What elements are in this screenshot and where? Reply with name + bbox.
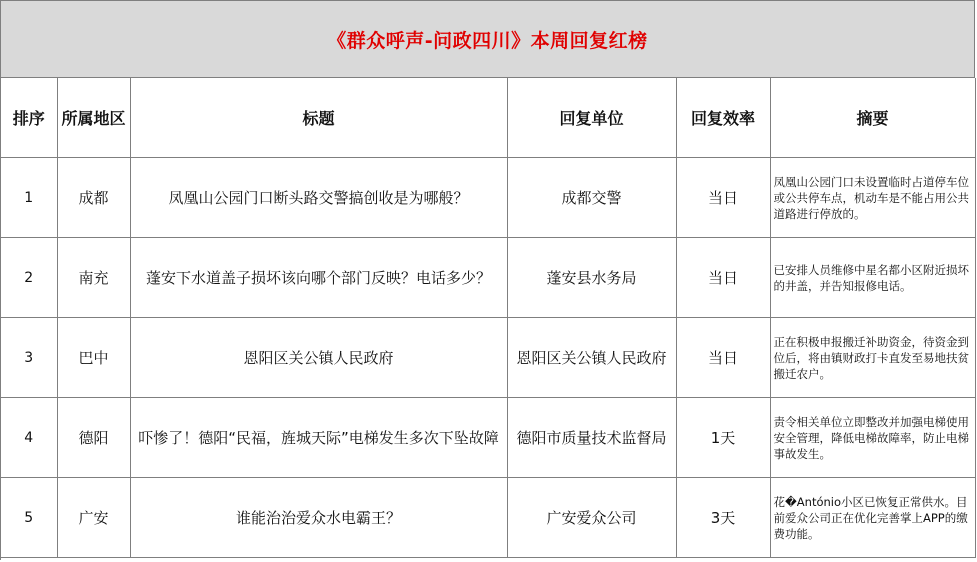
region-cell: 南充 (57, 238, 130, 318)
title-cell: 凤凰山公园门口断头路交警搞创收是为哪般？ (130, 158, 507, 238)
rank-cell: 3 (1, 318, 57, 398)
summary-cell: 已安排人员维修中星名都小区附近损坏的井盖，并告知报修电话。 (770, 238, 975, 318)
title-cell: 恩阳区关公镇人民政府 (130, 318, 507, 398)
header-region: 所属地区 (57, 78, 130, 158)
table-row (1, 318, 975, 398)
efficiency-cell: 当日 (676, 158, 770, 238)
region-cell: 广安 (57, 478, 130, 558)
unit-cell: 广安爱众公司 (507, 478, 676, 558)
summary-cell: 正在积极申报搬迁补助资金，待资金到位后，将由镇财政打卡直发至易地扶贫搬迁农户。 (770, 318, 975, 398)
region-cell: 成都 (57, 158, 130, 238)
header-summary: 摘要 (770, 78, 975, 158)
efficiency-cell: 当日 (676, 238, 770, 318)
summary-cell: 凤凰山公园门口未设置临时占道停车位或公共停车点，机动车是不能占用公共道路进行停放的。 (770, 158, 975, 238)
table-row (1, 158, 975, 238)
unit-cell: 德阳市质量技术监督局 (507, 398, 676, 478)
efficiency-cell: 当日 (676, 318, 770, 398)
header-efficiency: 回复效率 (676, 78, 770, 158)
efficiency-cell: 3天 (676, 478, 770, 558)
header-row (1, 78, 975, 158)
unit-cell: 成都交警 (507, 158, 676, 238)
rank-cell: 5 (1, 478, 57, 558)
title-cell: 蓬安下水道盖子损坏该向哪个部门反映？电话多少？ (130, 238, 507, 318)
unit-cell: 恩阳区关公镇人民政府 (507, 318, 676, 398)
header-unit: 回复单位 (507, 78, 676, 158)
ranking-table (1, 78, 976, 558)
efficiency-cell: 1天 (676, 398, 770, 478)
header-rank: 排序 (1, 78, 57, 158)
region-cell: 巴中 (57, 318, 130, 398)
title-cell: 吓惨了！德阳“民福，旌城天际”电梯发生多次下坠故障 (130, 398, 507, 478)
page-title: 《群众呼声-问政四川》本周回复红榜 (327, 29, 648, 52)
table-row (1, 478, 975, 558)
rank-cell: 1 (1, 158, 57, 238)
table-row (1, 398, 975, 478)
title-cell: 谁能治治爱众水电霸王？ (130, 478, 507, 558)
region-cell: 德阳 (57, 398, 130, 478)
title-banner (1, 1, 975, 78)
rank-cell: 4 (1, 398, 57, 478)
header-title: 标题 (130, 78, 507, 158)
rank-cell: 2 (1, 238, 57, 318)
summary-cell: 花�António小区已恢复正常供水。目前爱众公司正在优化完善掌上APP的缴费功能。 (770, 478, 975, 558)
table-row (1, 238, 975, 318)
unit-cell: 蓬安县水务局 (507, 238, 676, 318)
summary-cell: 责令相关单位立即整改并加强电梯使用安全管理，降低电梯故障率，防止电梯事故发生。 (770, 398, 975, 478)
